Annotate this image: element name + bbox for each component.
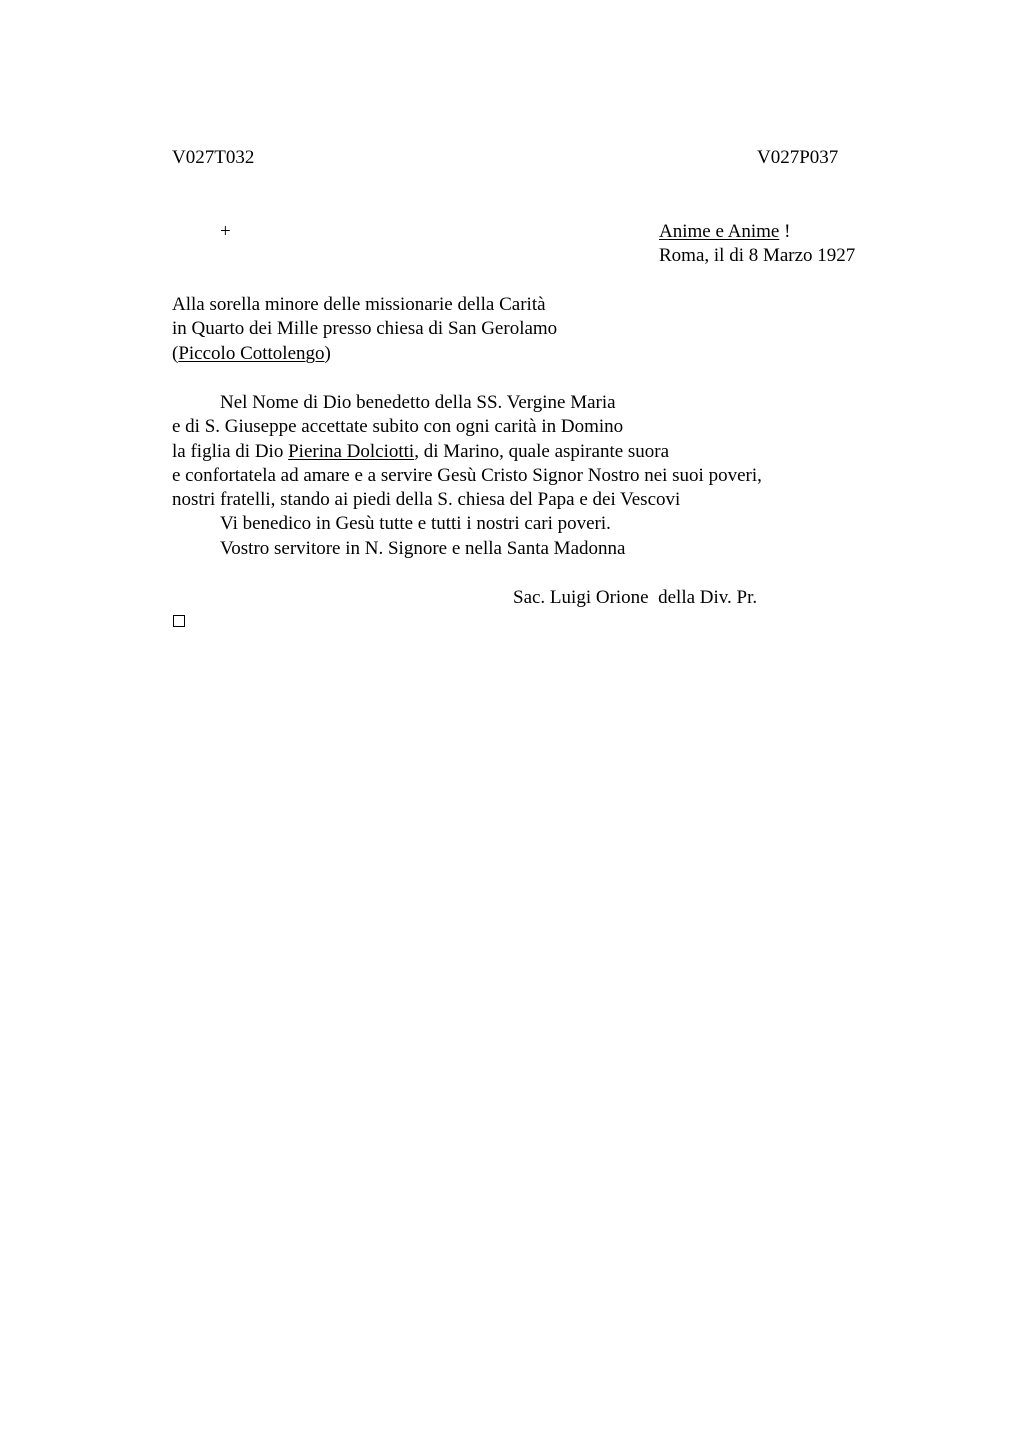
address-line-1: Alla sorella minore delle missionarie della Carità xyxy=(172,294,546,315)
body-line-3 xyxy=(172,440,762,464)
archive-reference-left: V027T032 xyxy=(172,147,255,168)
place-date: Roma, il di 8 Marzo 1927 xyxy=(659,245,856,266)
body-line-2: e di S. Giuseppe accettate subito con ogni carità in Domino xyxy=(172,416,624,438)
body-line-5: nostri fratelli, stando ai piedi della S. chiesa del Papa e dei Vescovi xyxy=(172,489,681,511)
body-line-1: Nel Nome di Dio benedetto della SS. Vergine Maria xyxy=(220,392,616,413)
address-line-2: in Quarto dei Mille presso chiesa di San Gerolamo xyxy=(172,318,558,340)
address-paren-close: ) xyxy=(324,342,331,364)
motto-exclamation: ! xyxy=(779,221,791,242)
person-name: Pierina Dolciotti xyxy=(288,440,415,462)
address-institution-name: Piccolo Cottolengo xyxy=(178,342,325,364)
body-line-3-post: , di Marino, quale aspirante suora xyxy=(414,440,670,462)
body-line-3-pre: la figlia di Dio xyxy=(172,440,289,462)
archive-reference-right: V027P037 xyxy=(757,147,839,168)
body-line-4: e confortatela ad amare e a servire Gesù Cristo Signor Nostro nei suoi poveri, xyxy=(172,464,762,486)
letter-body xyxy=(172,391,762,561)
signature: Sac. Luigi Orione della Div. Pr. xyxy=(513,587,758,608)
body-line-7: Vostro servitore in N. Signore e nella Santa Madonna xyxy=(220,537,626,559)
body-line-6: Vi benedico in Gesù tutte e tutti i nostri cari poveri. xyxy=(220,513,611,535)
cross-symbol: + xyxy=(220,221,231,242)
address-line-3 xyxy=(172,342,557,366)
motto xyxy=(659,220,790,244)
end-mark-box-icon xyxy=(173,615,185,627)
address-paren-open: ( xyxy=(172,342,179,364)
recipient-address xyxy=(172,293,557,366)
motto-text: Anime e Anime xyxy=(659,221,780,242)
